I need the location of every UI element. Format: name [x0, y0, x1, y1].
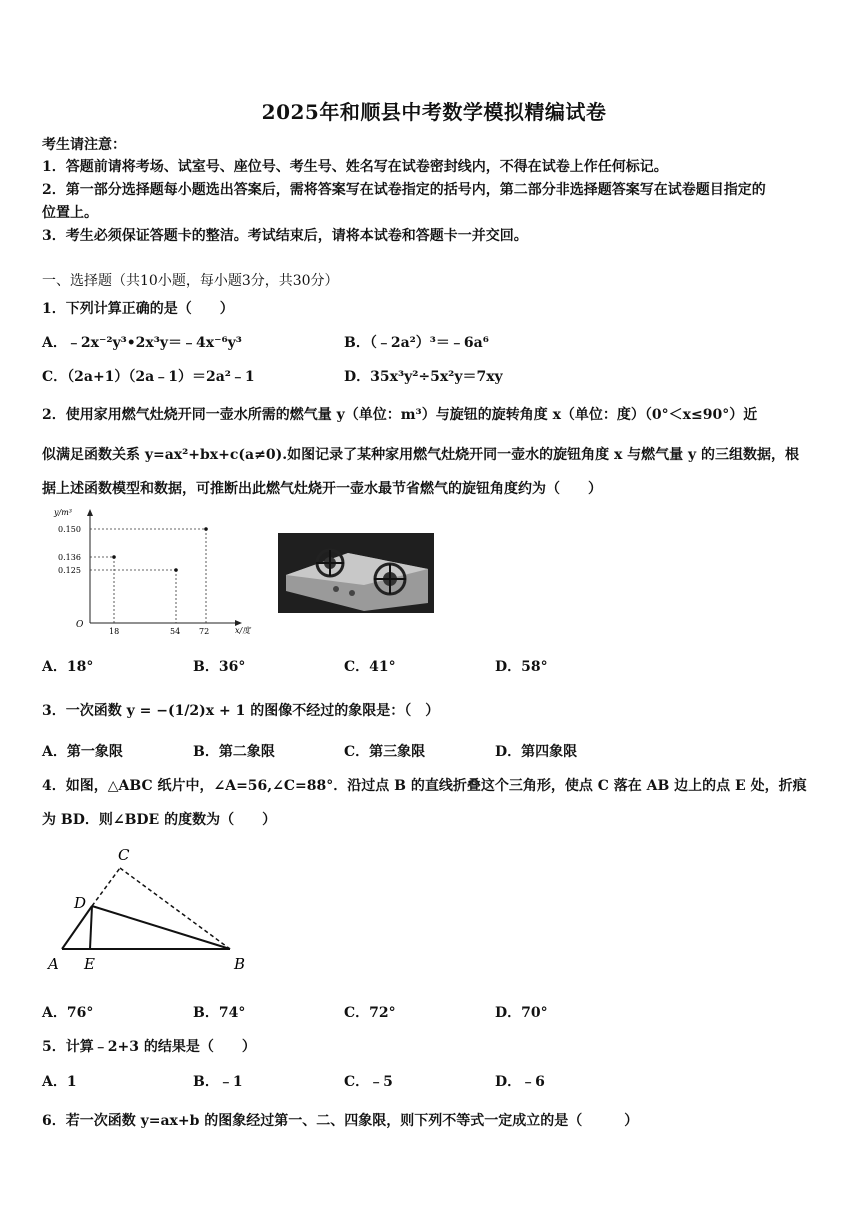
- q4-option-a: A．76°: [42, 1005, 94, 1021]
- q2-graph: [40, 505, 270, 640]
- q3-option-c: C．第三象限: [344, 744, 426, 760]
- label-c: C: [118, 846, 130, 864]
- xtick-18: 18: [109, 627, 120, 636]
- notice-item-2-cont: 位置上。: [42, 205, 98, 221]
- notice-item-1: 1．答题前请将考场、试室号、座位号、考生号、姓名写在试卷密封线内，不得在试卷上作任何标记。: [42, 159, 668, 175]
- q1-option-b: B．（﹣2a²）³＝﹣6a⁶: [344, 335, 489, 351]
- q5-option-c: C．﹣5: [344, 1074, 393, 1090]
- origin-label: O: [76, 620, 84, 630]
- q2-option-a: A．18°: [42, 659, 94, 675]
- q3-option-b: B．第二象限: [193, 744, 275, 760]
- point-72: [204, 527, 208, 531]
- q3-option-a: A．第一象限: [42, 744, 123, 760]
- q1-stem: 1．下列计算正确的是（ ）: [42, 301, 234, 317]
- q3-stem: 3．一次函数 y = −(1/2)x + 1 的图像不经过的象限是：（ ）: [42, 703, 440, 719]
- segment-ad: [62, 906, 92, 949]
- ytick-0136: 0.136: [58, 553, 81, 562]
- q4-option-c: C．72°: [344, 1005, 396, 1021]
- label-e: E: [84, 955, 95, 973]
- q5-option-a: A．1: [42, 1074, 77, 1090]
- q4-option-b: B．74°: [193, 1005, 246, 1021]
- ytick-0150: 0.150: [58, 525, 81, 534]
- q5-option-d: D．﹣6: [495, 1074, 545, 1090]
- q6-stem: 6．若一次函数 y=ax+b 的图象经过第一、二、四象限，则下列不等式一定成立的是（ ）: [42, 1113, 639, 1129]
- point-18: [112, 555, 116, 559]
- q4-triangle-diagram: [40, 842, 270, 974]
- q4-line-2: 为 BD．则∠BDE 的度数为（ ）: [42, 812, 277, 828]
- segment-dc-dashed: [92, 868, 120, 906]
- label-b: B: [234, 955, 246, 973]
- label-a: A: [48, 955, 59, 973]
- xtick-54: 54: [170, 627, 181, 636]
- q4-line-1: 4．如图，△ABC 纸片中，∠A=56,∠C=88°．沿过点 B 的直线折叠这个三角形，使点 C 落在 AB 边上的点 E 处，折痕: [42, 778, 807, 794]
- q2-line-3: 据上述函数模型和数据，可推断出此燃气灶烧开一壶水最节省燃气的旋钮角度约为（ ）: [42, 481, 602, 497]
- y-axis-arrow: [87, 509, 93, 516]
- segment-de: [90, 906, 92, 949]
- segment-db: [92, 906, 230, 949]
- point-54: [174, 568, 178, 572]
- notice-item-3: 3．考生必须保证答题卡的整洁。考试结束后，请将本试卷和答题卡一并交回。: [42, 228, 528, 244]
- ytick-0125: 0.125: [58, 566, 81, 575]
- q1-option-c: C．（2a+1）（2a﹣1）＝2a²﹣1: [42, 369, 255, 385]
- q2-option-b: B．36°: [193, 659, 246, 675]
- y-axis-label: y/m³: [54, 508, 73, 517]
- q1-option-d: D．35x³y²÷5x²y＝7xy: [344, 369, 503, 385]
- q4-option-d: D．70°: [495, 1005, 548, 1021]
- q5-option-b: B．﹣1: [193, 1074, 243, 1090]
- q2-option-c: C．41°: [344, 659, 396, 675]
- segment-cb-dashed: [120, 868, 230, 949]
- q2-line-1: 2．使用家用燃气灶烧开同一壶水所需的燃气量 y（单位：m³）与旋钮的旋转角度 x（单位：度）（0°＜x≤90°）近: [42, 407, 758, 423]
- page-title: 2025年和顺县中考数学模拟精编试卷: [261, 100, 607, 124]
- q3-option-d: D．第四象限: [495, 744, 578, 760]
- xtick-72: 72: [199, 627, 210, 636]
- section-heading: 一、选择题（共10小题，每小题3分，共30分）: [42, 273, 339, 289]
- label-d: D: [74, 894, 87, 912]
- q1-option-a: A．﹣2x⁻²y³•2x³y＝﹣4x⁻⁶y³: [42, 335, 242, 351]
- q2-line-2: 似满足函数关系 y=ax²+bx+c(a≠0).如图记录了某种家用燃气灶烧开同一壶水的旋钮角度 x 与燃气量 y 的三组数据，根: [42, 447, 800, 463]
- notice-heading: 考生请注意：: [42, 137, 126, 153]
- gas-stove-image: [278, 533, 434, 613]
- x-axis-label: x/度: [235, 626, 251, 635]
- q2-option-d: D．58°: [495, 659, 548, 675]
- q5-stem: 5．计算﹣2+3 的结果是（ ）: [42, 1039, 256, 1055]
- notice-item-2: 2．第一部分选择题每小题选出答案后，需将答案写在试卷指定的括号内，第二部分非选择题答案写在试卷题目指定的: [42, 182, 766, 198]
